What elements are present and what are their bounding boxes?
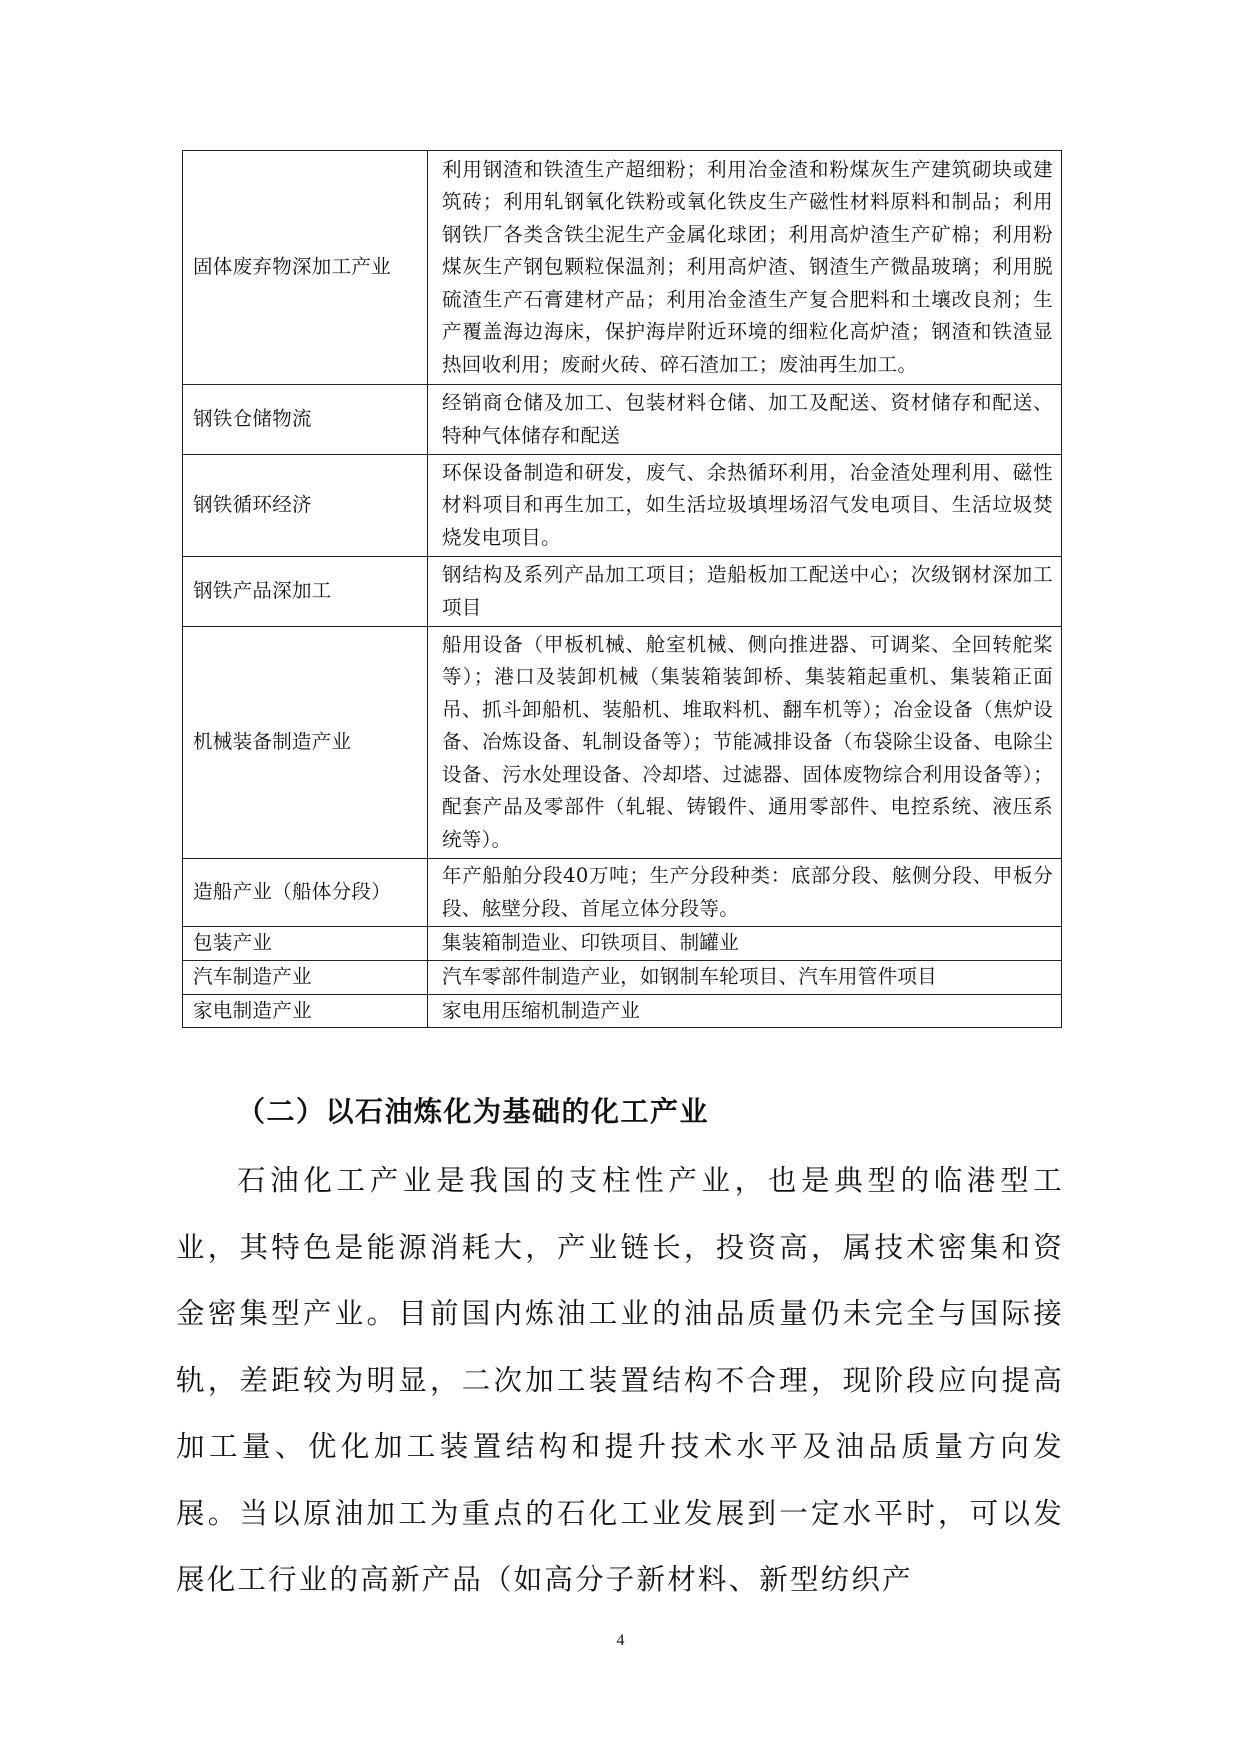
industry-name-cell: 造船产业（船体分段） (183, 859, 428, 927)
industry-description-cell: 船用设备（甲板机械、舱室机械、侧向推进器、可调桨、全回转舵桨等）；港口及装卸机械（集装箱装卸桥、集装箱起重机、集装箱正面吊、抓斗卸船机、装船机、堆取料机、翻车机等）；冶金设备（焦炉设备、冶炼设备、轧制设备等）；节能减排设备（布袋除尘设备、电除尘设备、污水处理设备、冷却塔、过滤器、固体废物综合利用设备等）；配套产品及零部件（轧辊、铸锻件、通用零部件、电控系统、液压系统等）。 (428, 627, 1062, 859)
industry-table-body (183, 151, 1062, 1028)
industry-description-cell: 汽车零部件制造产业，如钢制车轮项目、汽车用管件项目 (428, 961, 1062, 995)
industry-name-cell: 家电制造产业 (183, 994, 428, 1028)
page-number: 4 (616, 1632, 625, 1649)
table-row (183, 961, 1062, 995)
industry-description-cell: 钢结构及系列产品加工项目；造船板加工配送中心；次级钢材深加工项目 (428, 557, 1062, 627)
industry-description-cell: 集装箱制造业、印铁项目、制罐业 (428, 927, 1062, 961)
industry-description-cell: 年产船舶分段40万吨；生产分段种类：底部分段、舷侧分段、甲板分段、舷壁分段、首尾立体分段等。 (428, 859, 1062, 927)
body-paragraph: 石油化工产业是我国的支柱性产业，也是典型的临港型工业，其特色是能源消耗大，产业链长，投资高，属技术密集和资金密集型产业。目前国内炼油工业的油品质量仍未完全与国际接轨，差距较为明显，二次加工装置结构不合理，现阶段应向提高加工量、优化加工装置结构和提升技术水平及油品质量方向发展。当以原油加工为重点的石化工业发展到一定水平时，可以发展化工行业的高新产品（如高分子新材料、新型纺织产 (176, 1164, 1064, 1596)
section-heading: （二）以石油炼化为基础的化工产业 (237, 1095, 710, 1128)
table-row (183, 859, 1062, 927)
table-row (183, 994, 1062, 1028)
table-row (183, 557, 1062, 627)
table-row (183, 627, 1062, 859)
industry-name-cell: 钢铁循环经济 (183, 455, 428, 557)
industry-name-cell: 钢铁产品深加工 (183, 557, 428, 627)
industry-description-cell: 利用钢渣和铁渣生产超细粉；利用冶金渣和粉煤灰生产建筑砌块或建筑砖；利用轧钢氧化铁粉或氧化铁皮生产磁性材料原料和制品；利用钢铁厂各类含铁尘泥生产金属化球团；利用高炉渣生产矿棉；利用粉煤灰生产钢包颗粒保温剂；利用高炉渣、钢渣生产微晶玻璃；利用脱硫渣生产石膏建材产品；利用冶金渣生产复合肥料和土壤改良剂；生产覆盖海边海床，保护海岸附近环境的细粒化高炉渣；钢渣和铁渣显热回收利用；废耐火砖、碎石渣加工；废油再生加工。 (428, 151, 1062, 385)
table-row (183, 455, 1062, 557)
industry-name-cell: 机械装备制造产业 (183, 627, 428, 859)
industry-name-cell: 汽车制造产业 (183, 961, 428, 995)
table-row (183, 385, 1062, 455)
industry-description-cell: 经销商仓储及加工、包装材料仓储、加工及配送、资材储存和配送、特种气体储存和配送 (428, 385, 1062, 455)
industry-table (182, 150, 1062, 1028)
industry-name-cell: 钢铁仓储物流 (183, 385, 428, 455)
table-row (183, 151, 1062, 385)
industry-name-cell: 固体废弃物深加工产业 (183, 151, 428, 385)
table-row (183, 927, 1062, 961)
industry-name-cell: 包装产业 (183, 927, 428, 961)
industry-description-cell: 环保设备制造和研发，废气、余热循环利用，冶金渣处理利用、磁性材料项目和再生加工，如生活垃圾填埋场沼气发电项目、生活垃圾焚烧发电项目。 (428, 455, 1062, 557)
industry-description-cell: 家电用压缩机制造产业 (428, 994, 1062, 1028)
